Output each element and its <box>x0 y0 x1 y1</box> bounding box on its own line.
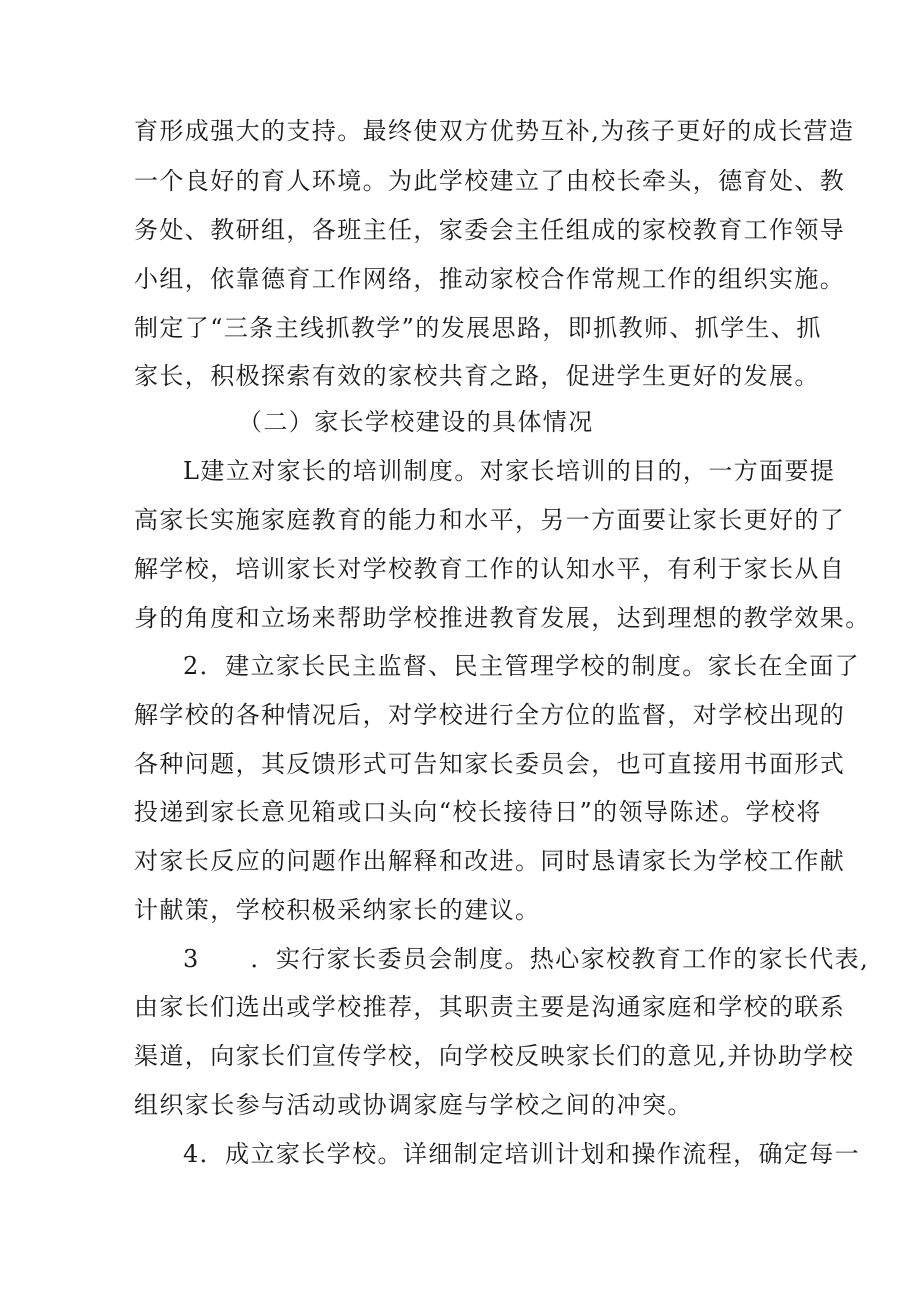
text-line: 家长，积极探索有效的家校共育之路，促进学生更好的发展。 <box>134 362 820 390</box>
text-line: 小组，依靠德育工作网络，推动家校合作常规工作的组织实施。 <box>134 265 846 293</box>
text-line: 各种问题，其反馈形式可告知家长委员会，也可直接用书面形式 <box>134 750 846 778</box>
text-line: 育形成强大的支持。最终使双方优势互补,为孩子更好的成长营造 <box>134 117 855 145</box>
text-line: 计献策，学校积极采纳家长的建议。 <box>134 896 541 924</box>
text-line: 由家长们选出或学校推荐，其职责主要是沟通家庭和学校的联系 <box>134 993 846 1021</box>
list-item-4: 4．成立家长学校。详细制定培训计划和操作流程，确定每一 <box>183 1140 861 1168</box>
text-line: 一个良好的育人环境。为此学校建立了由校长牵头，德育处、教 <box>134 167 846 195</box>
text-line: 投递到家长意见箱或口头向“校长接待日”的领导陈述。学校将 <box>134 798 822 826</box>
text-line: 制定了“三条主线抓教学”的发展思路，即抓教师、抓学生、抓 <box>134 314 822 342</box>
list-item-1: L建立对家长的培训制度。对家长培训的目的，一方面要提 <box>183 457 836 485</box>
text-line: 务处、教研组，各班主任，家委会主任组成的家校教育工作领导 <box>134 216 846 244</box>
text-line: 身的角度和立场来帮助学校推进教育发展，达到理想的教学效果。 <box>134 604 871 632</box>
list-item-3: 3 ．实行家长委员会制度。热心家校教育工作的家长代表, <box>183 945 870 973</box>
section-heading: （二）家长学校建设的具体情况 <box>238 408 594 436</box>
text-line: 对家长反应的问题作出解释和改进。同时恳请家长为学校工作献 <box>134 847 846 875</box>
text-line: 解学校，培训家长对学校教育工作的认知水平，有利于家长从自 <box>134 555 846 583</box>
text-line: 渠道，向家长们宣传学校，向学校反映家长们的意见,并协助学校 <box>134 1042 855 1070</box>
text-line: 组织家长参与活动或协调家庭与学校之间的冲突。 <box>134 1091 693 1119</box>
text-line: 解学校的各种情况后，对学校进行全方位的监督，对学校出现的 <box>134 701 846 729</box>
text-line: 高家长实施家庭教育的能力和水平，另一方面要让家长更好的了 <box>134 506 846 534</box>
list-item-2: 2．建立家长民主监督、民主管理学校的制度。家长在全面了 <box>183 652 861 680</box>
